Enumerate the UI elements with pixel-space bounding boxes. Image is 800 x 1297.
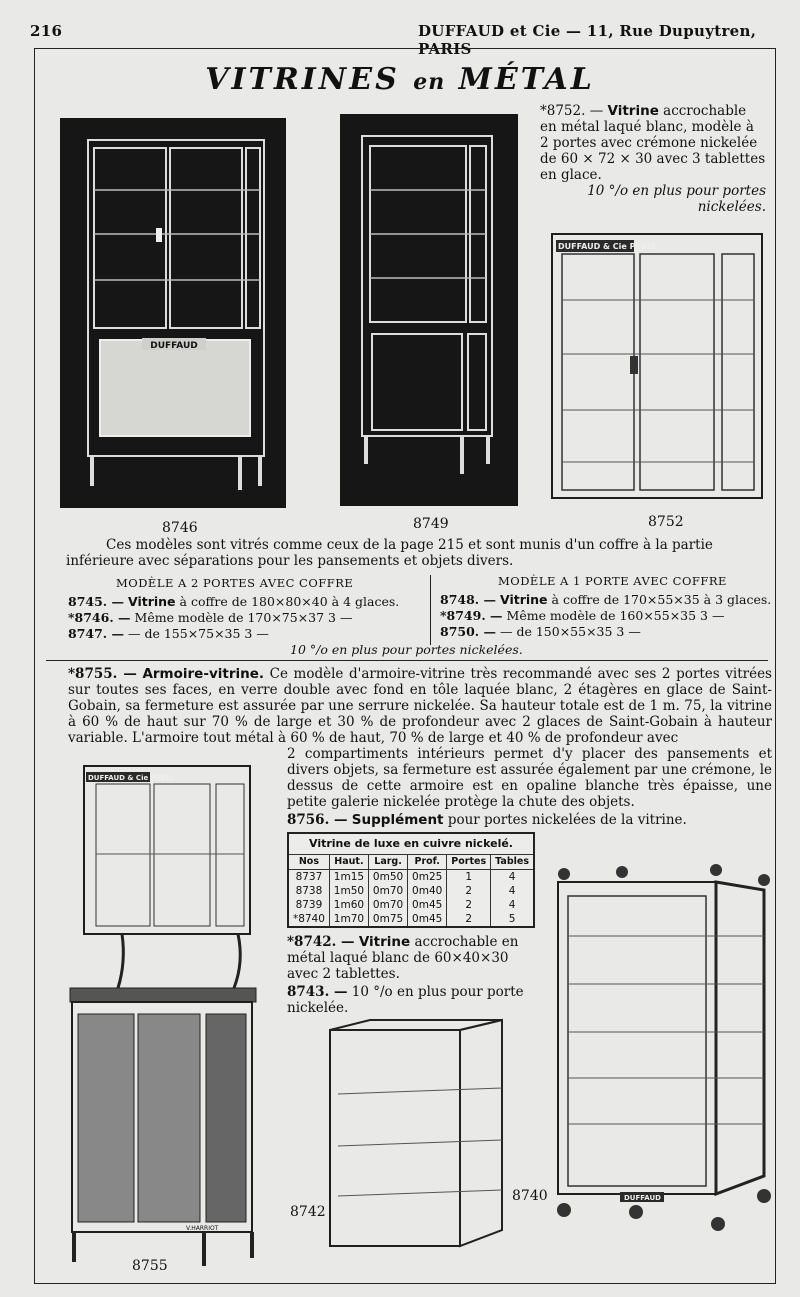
models-divider (430, 575, 431, 645)
caption-8755: 8755 (132, 1258, 168, 1274)
item-8755-text: Ce modèle d'armoire-vitrine très recommandé avec ses 2 portes vitrées sur toutes ses faces, en verre double avec fond en tôle laquée blanc, 2 étagères en glace de Saint-Gobain, sa fermeture est assurée par une serrure nickelée. Sa hauteur totale est de 1 m. 75, la vitrine à 60 % de haut sur 70 % de large et 30 % de profondeur avec 2 glaces de Saint-Gobain à hauteur variable. L'armoire tout métal à 60 % de haut, 70 % de large et 40 % de profondeur avec (68, 666, 772, 746)
luxury-table (289, 855, 533, 926)
plate-8755-bottom: V.HARRIOT (186, 1225, 219, 1232)
plate-duffaud: DUFFAUD (150, 341, 198, 351)
right-models-list (440, 592, 776, 640)
right-models-heading: MODÈLE A 1 PORTE AVEC COFFRE (498, 574, 727, 588)
item-8752-note: 10 °/o en plus pour portes nickelées. (587, 183, 766, 215)
plate-8740: DUFFAUD (624, 1194, 661, 1202)
luxury-vitrine-table (287, 832, 535, 928)
item-8755-description (68, 666, 772, 746)
armoire-vitrine-8755-image (66, 762, 262, 1274)
left-models-heading: MODÈLE A 2 PORTES AVEC COFFRE (116, 576, 354, 590)
page-number: 216 (30, 22, 63, 40)
title-part2: en (413, 69, 446, 95)
vitrine-8740-image (550, 860, 776, 1242)
vitrine-8752-image (546, 226, 768, 504)
model-row-8748: 8748. — Vitrine à coffre de 170×55×35 à 3 glaces. (440, 592, 772, 607)
models-note: 10 °/o en plus pour portes nickelées. (290, 642, 523, 657)
luxury-table-header: Nos Haut. Larg. Prof. Portes Tables (289, 855, 533, 870)
vitrine-8749-image (340, 114, 518, 506)
item-8752-text: accrochable en métal laqué blanc, modèle à 2 portes avec crémone nickelée de 60 × 72 × 30 avec 3 tablettes en glace. (540, 103, 766, 183)
table-row: 8738 1m50 0m70 0m40 2 4 (289, 884, 533, 898)
item-8752-description (540, 103, 766, 183)
plate-8755-top: DUFFAUD & Cie PARIS (88, 774, 174, 782)
title-part3: MÉTAL (458, 62, 595, 97)
luxury-table-title: Vitrine de luxe en cuivre nickelé. (289, 834, 533, 855)
caption-8746: 8746 (162, 520, 198, 536)
title-part1: VITRINES (205, 62, 400, 97)
item-8755-ref: *8755. — (68, 666, 137, 682)
model-row-8747: 8747. — — de 155×75×35 3 — (68, 626, 269, 641)
publisher-header: DUFFAUD et Cie — 11, Rue Dupuytren, PARIS (418, 22, 757, 58)
model-row-8750: 8750. — — de 150×55×35 3 — (440, 624, 641, 639)
model-row-8746: *8746. — Même modèle de 170×75×37 3 — (68, 610, 353, 625)
table-row: *8740 1m70 0m75 0m45 2 5 (289, 912, 533, 926)
plate-duffaud-paris: DUFFAUD & Cie PARIS (558, 242, 656, 251)
models-intro: Ces modèles sont vitrés comme ceux de la page 215 et sont munis d'un coffre à la partie inférieure avec séparations pour les pansements et objets divers. (66, 537, 713, 569)
caption-8740: 8740 (512, 1188, 548, 1204)
model-row-8749: *8749. — Même modèle de 160×55×35 3 — (440, 608, 725, 623)
item-8752-ref: *8752. — (540, 103, 604, 119)
caption-8742: 8742 (290, 1204, 326, 1220)
item-8755-description-cont: 2 compartiments intérieurs permet d'y placer des pansements et divers objets, sa fermeture est assurée également par une crémone, le dessus de cette armoire est en opaline blanche très épaisse, une petite galerie nickelée protège la chute des objets. (287, 746, 772, 810)
item-8743: 8743. — 10 °/o en plus pour porte nickelée. (287, 984, 524, 1016)
vitrine-8746-image (60, 118, 286, 508)
left-models-list (68, 594, 428, 642)
caption-8752: 8752 (648, 514, 684, 530)
table-row: 8739 1m60 0m70 0m45 2 4 (289, 898, 533, 912)
vitrine-8742-image (324, 1016, 508, 1252)
item-8756: 8756. — Supplément pour portes nickelées de la vitrine. (287, 812, 687, 828)
caption-8749: 8749 (413, 516, 449, 532)
section-divider (46, 660, 768, 661)
item-8755-name: Armoire-vitrine. (142, 666, 265, 682)
item-8752-name: Vitrine (607, 103, 659, 119)
item-8742-description: *8742. — Vitrine accrochable en métal laqué blanc de 60×40×30 avec 2 tablettes. (287, 934, 519, 982)
table-row: 8737 1m15 0m50 0m25 1 4 (289, 870, 533, 885)
page-title (0, 62, 800, 97)
model-row-8745: 8745. — Vitrine à coffre de 180×80×40 à 4 glaces. (68, 594, 400, 609)
